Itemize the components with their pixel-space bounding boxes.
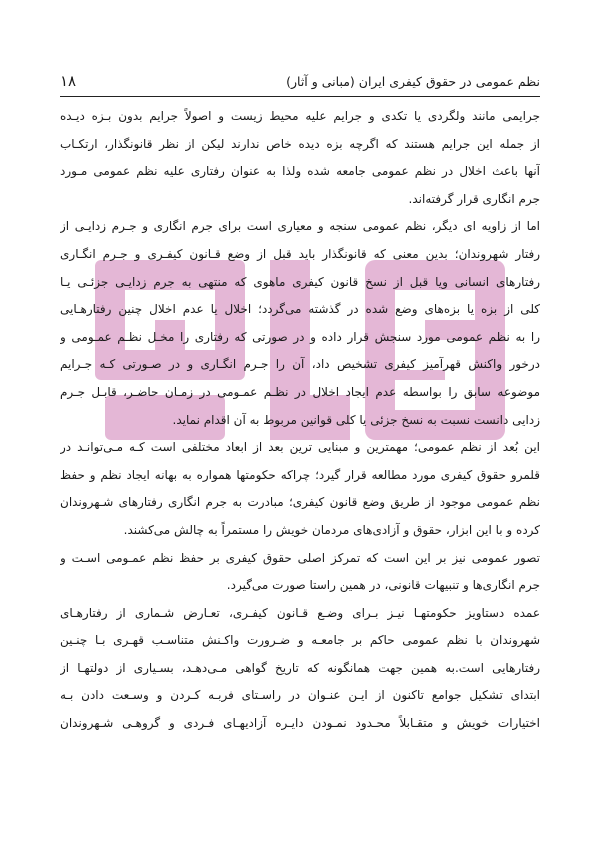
text-line: جرم انگاری‌ها و تنبیهات قانونی، در همین راستا صورت می‌گیرد. [226,578,540,593]
text-line: را به نظم عمومی مورد سنجش قرار داده و در صورتی که رفتاری را مخـل نظـم عمـومی و [60,329,540,344]
page-number: ۱۸ [60,72,77,90]
text-line: اما از زاویه ای دیگر، نظم عمومی سنجه و معیاری است برای جرم انگاری و جـرم زدایـی از [60,219,540,234]
text-line: درخور واکنش قهرآمیز کیفری تشخیص داد، آن را جـرم انگـاری و در صـورتی کـه جـرایم [60,357,540,372]
text-line: رفتارهایی است.به همین جهت همانگونه که تاریخ گواهی مـی‌دهـد، بسـیاری از دولتهـا از [60,660,540,675]
text-line: کرده و با این ابزار، حقوق و آزادی‌های مردمان خویش را مستمراً به چالش می‌کشند. [123,522,540,537]
text-line: تصور عمومی نیز بر این است که تمرکز اصلی حقوق کیفری بر حفظ نظم عمـومی اسـت و [60,550,540,565]
body-text [60,103,540,738]
text-line: آنها باعث اخلال در نظم عمومی جامعه شده ولذا به عنوان رفتاری علیه نظم عمومی مـورد [60,164,540,179]
text-line: قلمرو حقوق کیفری مورد مطالعه قرار گیرد؛ چراکه حکومتها همواره به بهانه ایجاد نظم و حفظ [60,467,540,482]
text-line: جرم انگاری قرار گرفته‌اند. [408,191,540,206]
text-line: رفتارهای انسانی ویا قبل از نسخ قانون کیفری ماهوی که منتهی به جرم زدایـی جزئـی یـا [60,274,540,289]
text-line: از جمله این جرایم هستند که اگرچه بزه دیده خاص ندارند لیکن از نظر قانونگذار، ارتکـاب [60,136,540,151]
running-header [60,72,540,97]
text-line: زدایی دانست نسبت به نسخ جزئی یا کلی قوانین مربوط به آن اقدام نماید. [172,412,540,427]
text-line: این بُعد از نظم عمومی؛ مهمترین و مبنایی ترین بعد از ابعاد مختلفی است کـه مـی‌توانـد در [60,440,540,455]
running-title: نظم عمومی در حقوق کیفری ایران (مبانی و آثار) [286,74,540,89]
text-line: کلی از بزه یا بزه‌های وضع شده در گذشته می‌گردد؛ اخلال یا عدم اخلال چنین رفتارهـایی [60,302,540,317]
text-line: رفتار شهروندان؛ بدین معنی که قانونگذار باید قبل از وضع قـانون کیفـری و جـرم انگـاری [60,246,540,261]
text-line: اختیارات خویش و متقـابلاً محـدود نمـودن دایـره آزادیهـای فـردی و گروهـی شـهروندان [60,716,540,731]
text-line: نظم عمومی موجود از طریق وضع قانون کیفری؛ مبادرت به جرم انگاری رفتارهای شـهروندان [60,495,540,510]
text-line: ابتدای تشکیل جوامع تاکنون از ایـن عنـوان در راسـتای فربـه کـردن و وسـعت دادن بـه [60,688,540,703]
text-line: موضوعه سابق را بواسطه عدم ایجاد اخلال در نظـم عمـومی در زمـان حاضـر، قابـل جـرم [60,384,540,399]
text-line: جرایمی مانند ولگردی یا تکدی و جرایم علیه محیط زیست و اصولاً جرایم بدون بـزه دیـده [60,109,540,123]
text-line: شهروندان با نظم عمومی حاکم بر جامعـه و ضـرورت واکـنش متناسـب قهـری بـا چنـین [60,633,540,648]
text-line: عمده دستاویز حکومتهـا نیـز بـرای وضـع قـانون کیفـری، تعـارض شـماری از رفتارهـای [60,605,540,620]
